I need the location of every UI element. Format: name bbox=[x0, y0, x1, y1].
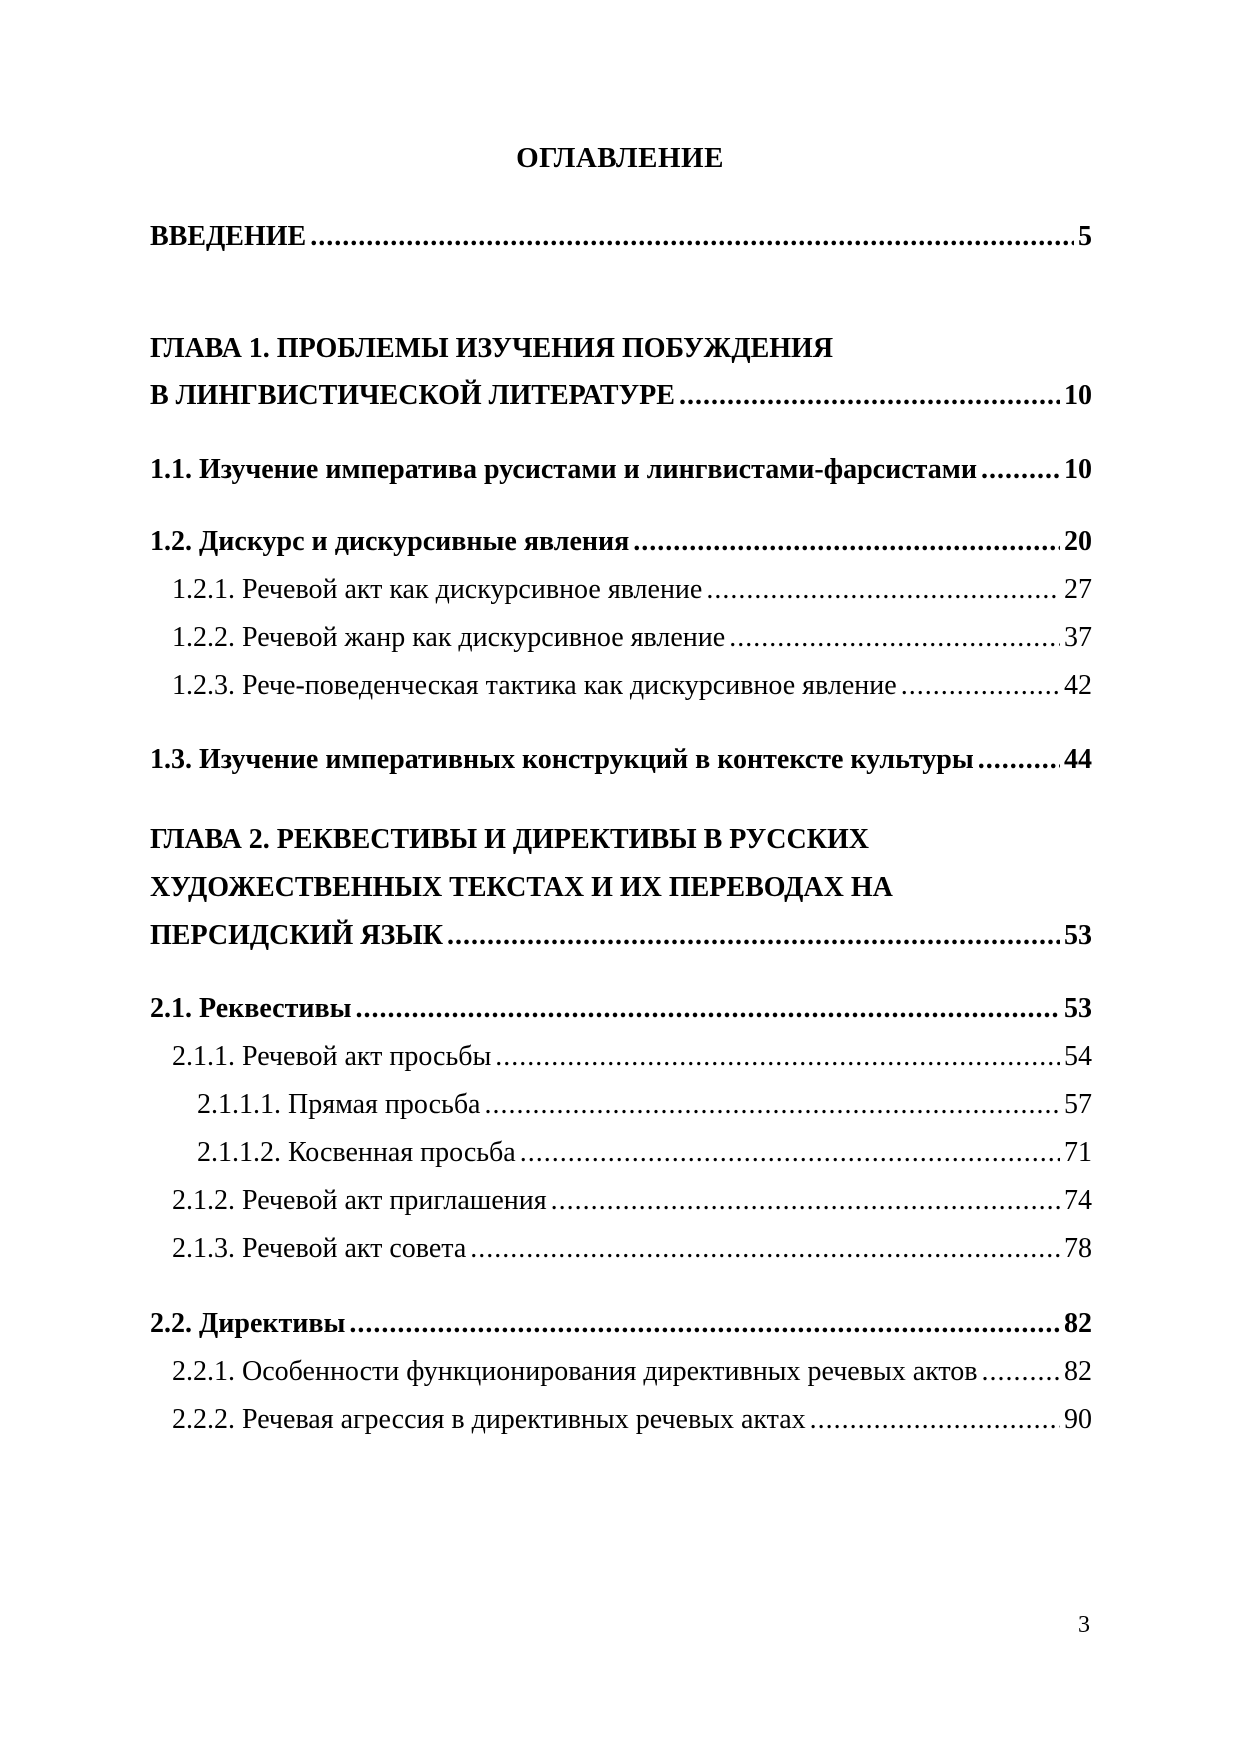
toc-entry-text: ПЕРСИДСКИЙ ЯЗЫК bbox=[150, 920, 444, 951]
toc-entry-page: 82 bbox=[1064, 1356, 1092, 1387]
toc-entry-text: 1.2.2. Речевой жанр как дискурсивное явление bbox=[172, 622, 726, 653]
toc-entry-page: 5 bbox=[1078, 221, 1092, 252]
page-number: 3 bbox=[1078, 1612, 1090, 1638]
toc-entry-2-1-1[interactable] bbox=[172, 1033, 1092, 1081]
toc-entry-text: 2.2.1. Особенности функционирования директивных речевых актов bbox=[172, 1356, 978, 1387]
toc-entry-text: 1.1. Изучение императива русистами и лингвистами-фарсистами bbox=[150, 454, 977, 485]
leader-dots bbox=[355, 985, 1060, 1033]
toc-entry-text: 2.1. Реквестивы bbox=[150, 993, 352, 1024]
toc-entry-text: 2.2.2. Речевая агрессия в директивных речевых актах bbox=[172, 1404, 806, 1435]
leader-dots bbox=[470, 1225, 1060, 1273]
toc-entry-text: 1.2.3. Рече-поведенческая тактика как дискурсивное явление bbox=[172, 670, 897, 701]
toc-entry-2-1-3[interactable] bbox=[172, 1225, 1092, 1273]
leader-dots bbox=[729, 614, 1060, 662]
toc-entry-page: 44 bbox=[1064, 744, 1092, 775]
toc-entry-page: 82 bbox=[1064, 1308, 1092, 1339]
toc-entry-2-1[interactable] bbox=[150, 985, 1092, 1033]
toc-entry-page: 10 bbox=[1064, 454, 1092, 485]
toc-entry-text: 2.1.3. Речевой акт совета bbox=[172, 1233, 467, 1264]
leader-dots bbox=[551, 1177, 1060, 1225]
toc-entry-page: 27 bbox=[1064, 574, 1092, 605]
leader-dots bbox=[447, 912, 1060, 960]
toc-entry-page: 37 bbox=[1064, 622, 1092, 653]
toc-entry-page: 20 bbox=[1064, 526, 1092, 557]
toc-entry-2-2-1[interactable] bbox=[172, 1348, 1092, 1396]
leader-dots bbox=[679, 372, 1060, 420]
toc-entry-2-1-1-1[interactable] bbox=[197, 1081, 1092, 1129]
toc-entry-1-2-2[interactable] bbox=[172, 614, 1092, 662]
toc-entry-2-2-2[interactable] bbox=[172, 1396, 1092, 1444]
toc-entry-text: 1.2.1. Речевой акт как дискурсивное явление bbox=[172, 574, 703, 605]
toc-entry-text: 2.1.1. Речевой акт просьбы bbox=[172, 1041, 492, 1072]
toc-entry-2-1-1-2[interactable] bbox=[197, 1129, 1092, 1177]
toc-entry-text: 2.2. Директивы bbox=[150, 1308, 346, 1339]
toc-entry-page: 90 bbox=[1064, 1404, 1092, 1435]
chapter1-title-line1[interactable]: ГЛАВА 1. ПРОБЛЕМЫ ИЗУЧЕНИЯ ПОБУЖДЕНИЯ bbox=[150, 333, 834, 364]
toc-entry-text: ВВЕДЕНИЕ bbox=[150, 221, 307, 252]
toc-entry-2-2[interactable] bbox=[150, 1300, 1092, 1348]
toc-entry-page: 71 bbox=[1064, 1137, 1092, 1168]
leader-dots bbox=[310, 213, 1074, 261]
toc-entry-text: 1.3. Изучение императивных конструкций в контексте культуры bbox=[150, 744, 974, 775]
toc-entry-page: 54 bbox=[1064, 1041, 1092, 1072]
toc-entry-page: 42 bbox=[1064, 670, 1092, 701]
toc-entry-1-3[interactable] bbox=[150, 736, 1092, 784]
toc-entry-chapter2[interactable] bbox=[150, 912, 1092, 960]
toc-entry-1-2-1[interactable] bbox=[172, 566, 1092, 614]
toc-entry-page: 10 bbox=[1064, 380, 1092, 411]
leader-dots bbox=[495, 1033, 1060, 1081]
toc-entry-text: 1.2. Дискурс и дискурсивные явления bbox=[150, 526, 630, 557]
toc-entry-page: 78 bbox=[1064, 1233, 1092, 1264]
toc-entry-page: 57 bbox=[1064, 1089, 1092, 1120]
toc-entry-text: 2.1.1.1. Прямая просьба bbox=[197, 1089, 481, 1120]
leader-dots bbox=[349, 1300, 1060, 1348]
toc-entry-text: В ЛИНГВИСТИЧЕСКОЙ ЛИТЕРАТУРЕ bbox=[150, 380, 675, 411]
leader-dots bbox=[978, 736, 1060, 784]
toc-entry-1-1[interactable] bbox=[150, 446, 1092, 494]
toc-title: ОГЛАВЛЕНИЕ bbox=[516, 142, 724, 174]
toc-entry-chapter1[interactable] bbox=[150, 372, 1092, 420]
toc-entry-page: 53 bbox=[1064, 993, 1092, 1024]
leader-dots bbox=[982, 1348, 1060, 1396]
toc-entry-text: 2.1.2. Речевой акт приглашения bbox=[172, 1185, 547, 1216]
toc-entry-page: 74 bbox=[1064, 1185, 1092, 1216]
chapter2-title-line1[interactable]: ГЛАВА 2. РЕКВЕСТИВЫ И ДИРЕКТИВЫ В РУССКИХ bbox=[150, 824, 869, 855]
leader-dots bbox=[901, 662, 1060, 710]
leader-dots bbox=[810, 1396, 1060, 1444]
leader-dots bbox=[981, 446, 1060, 494]
toc-entry-2-1-2[interactable] bbox=[172, 1177, 1092, 1225]
chapter2-title-line2[interactable]: ХУДОЖЕСТВЕННЫХ ТЕКСТАХ И ИХ ПЕРЕВОДАХ НА bbox=[150, 872, 893, 903]
toc-entry-1-2-3[interactable] bbox=[172, 662, 1092, 710]
toc-entry-intro[interactable] bbox=[150, 213, 1092, 261]
leader-dots bbox=[706, 566, 1060, 614]
leader-dots bbox=[633, 518, 1060, 566]
leader-dots bbox=[485, 1081, 1061, 1129]
toc-entry-1-2[interactable] bbox=[150, 518, 1092, 566]
leader-dots bbox=[520, 1129, 1060, 1177]
toc-entry-page: 53 bbox=[1064, 920, 1092, 951]
toc-entry-text: 2.1.1.2. Косвенная просьба bbox=[197, 1137, 516, 1168]
